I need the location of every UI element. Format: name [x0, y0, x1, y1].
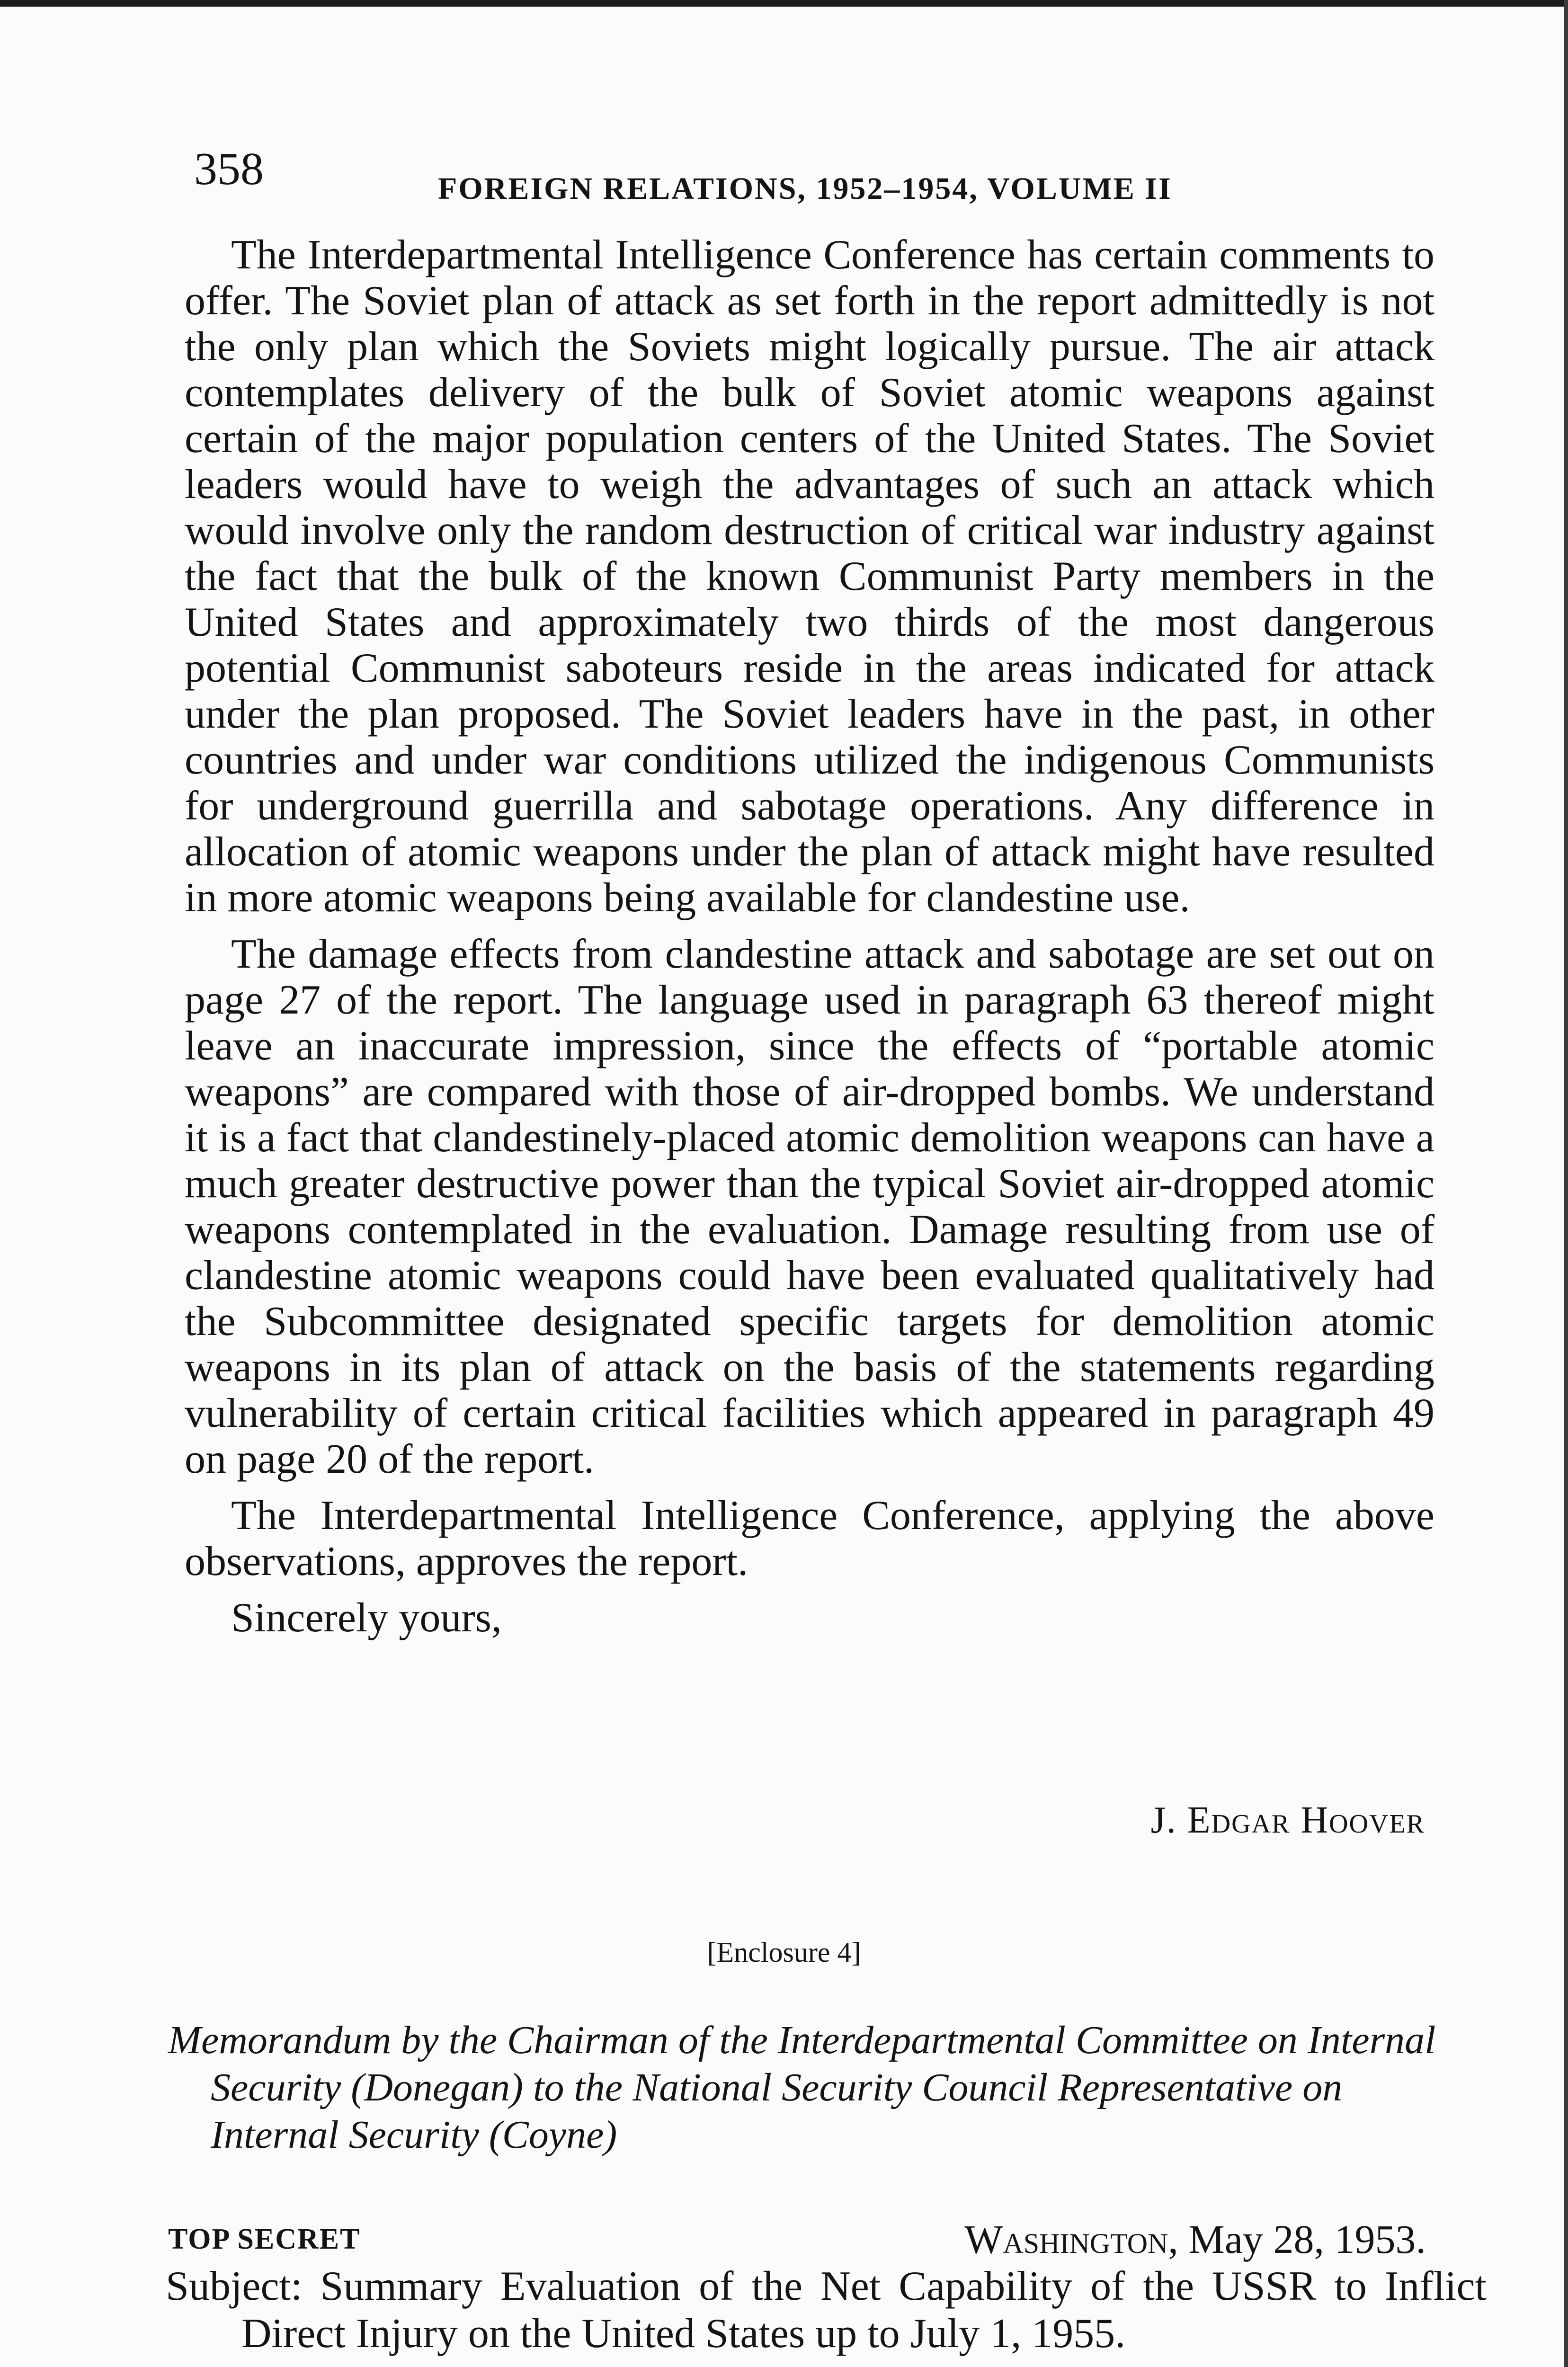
signature: J. Edgar Hoover: [1150, 1799, 1425, 1841]
letter-body: [185, 232, 1434, 1641]
running-head: FOREIGN RELATIONS, 1952–1954, VOLUME II: [438, 171, 1172, 206]
page-top-edge: [0, 0, 1568, 7]
body-paragraph: The damage effects from clandestine attack and sabotage are set out on page 27 of the report. The language used in paragraph 63 thereof might leave an inaccurate impression, since the effects of “portable atomic weapons” are compared with those of air-dropped bombs. We understand it is a fact that clandestinely-placed atomic demolition weapons can have a much greater destructive power than the typical Soviet air-dropped atomic weapons contemplated in the evaluation. Damage resulting from use of clandestine atomic weapons could have been evaluated qualitatively had the Subcommittee designated specific targets for demolition atomic weapons in its plan of attack on the basis of the statements regarding vulnerability of certain critical facilities which appeared in paragraph 49 on page 20 of the report.: [185, 931, 1434, 1482]
body-paragraph: The Interdepartmental Intelligence Conference has certain comments to offer. The Soviet plan of attack as set forth in the report admittedly is not the only plan which the Soviets might logically pursue. The air attack contemplates delivery of the bulk of Soviet atomic weapons against certain of the major population centers of the United States. The Soviet leaders would have to weigh the advantages of such an attack which would involve only the random destruction of critical war industry against the fact that the bulk of the known Communist Party members in the United States and approximately two thirds of the most dangerous potential Communist saboteurs reside in the areas indicated for attack under the plan proposed. The Soviet leaders have in the past, in other countries and under war conditions utilized the indigenous Communists for underground guerrilla and sabotage operations. Any difference in allocation of atomic weapons under the plan of attack might have resulted in more atomic weapons being available for clandestine use.: [185, 232, 1434, 921]
dateline: [964, 2216, 1426, 2263]
page-header: [194, 142, 1425, 208]
classification-marking: TOP SECRET: [168, 2223, 361, 2255]
page-number: 358: [194, 143, 264, 195]
enclosure-label: [Enclosure 4]: [707, 1937, 861, 1968]
page-right-edge: [1564, 0, 1568, 2367]
body-paragraph: The Interdepartmental Intelligence Conference, applying the above observations, approves the report.: [185, 1493, 1434, 1584]
memo-title: Memorandum by the Chairman of the Interdepartmental Committee on Internal Security (Donegan) to the National Security Council Representative on Internal Security (Coyne): [168, 2018, 1436, 2157]
subject-line: Subject: Summary Evaluation of the Net Capability of the USSR to Inflict Direct Injury on the United States up to July 1, 1955.: [166, 2263, 1487, 2357]
closing-salutation: Sincerely yours,: [231, 1595, 502, 1641]
dateline-date: , May 28, 1953.: [1168, 2216, 1426, 2262]
dateline-place: Washington: [964, 2216, 1168, 2262]
